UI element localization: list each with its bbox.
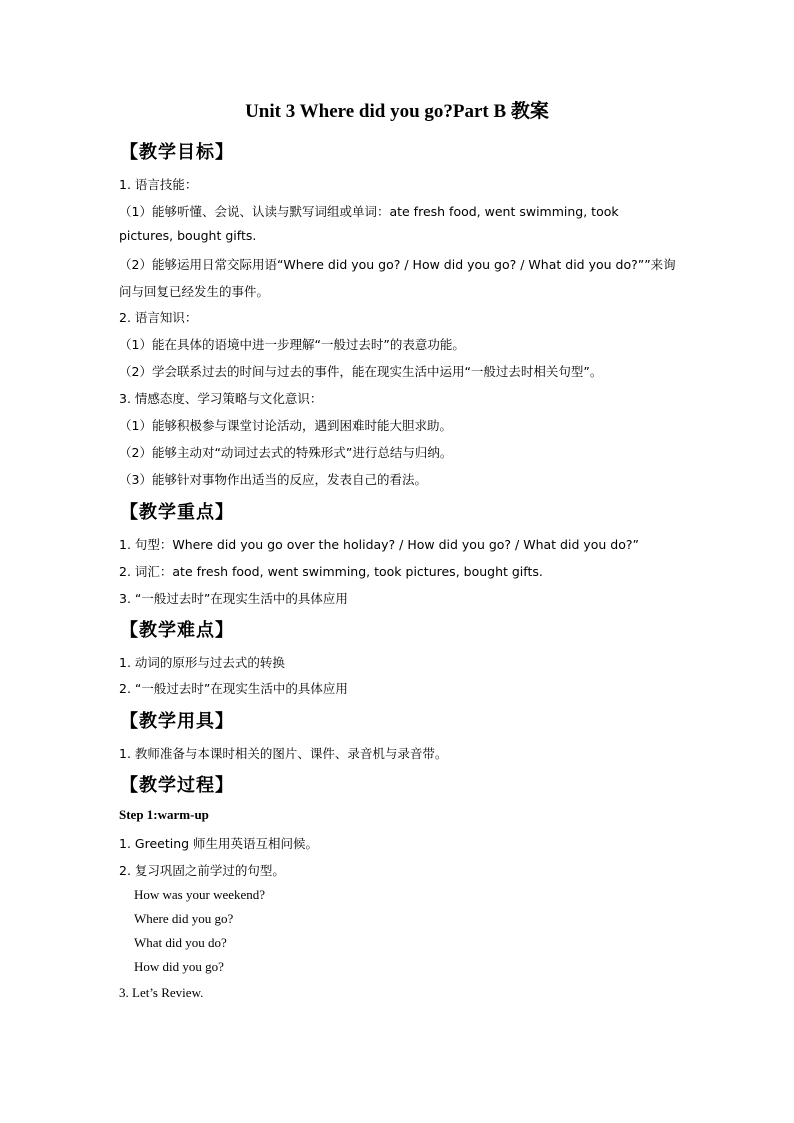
goals-line: （3）能够针对事物作出适当的反应，发表自己的看法。 (119, 472, 427, 487)
process-line: 1. Greeting 师生用英语互相问候。 (119, 836, 319, 851)
section-heading-tools: 【教学用具】 (120, 711, 234, 732)
goals-line: （2）学会联系过去的时间与过去的事件，能在现实生活中运用“一般过去时相关句型”。 (119, 364, 603, 379)
tools-line: 1. 教师准备与本课时相关的图片、课件、录音机与录音带。 (119, 746, 448, 761)
review-question: What did you do? (134, 935, 227, 950)
goals-line: （1）能够积极参与课堂讨论活动，遇到困难时能大胆求助。 (119, 418, 452, 433)
step-heading: Step 1:warm-up (119, 807, 209, 822)
goals-line: 1. 语言技能： (119, 177, 198, 192)
review-question: Where did you go? (134, 911, 234, 926)
process-line-review: 3. Let’s Review. (119, 985, 204, 1000)
section-heading-keypoints: 【教学重点】 (120, 502, 234, 523)
goals-line: （2）能够运用日常交际用语“Where did you go? / How did you go? / What did you do?””来询 (119, 257, 676, 272)
goals-line: pictures, bought gifts. (119, 228, 257, 243)
goals-line: （1）能在具体的语境中进一步理解“一般过去时”的表意功能。 (119, 337, 465, 352)
document-title: Unit 3 Where did you go?Part B 教案 (245, 101, 549, 122)
goals-line: （2）能够主动对“动词过去式的特殊形式”进行总结与归纳。 (119, 445, 453, 460)
difficulties-line: 1. 动词的原形与过去式的转换 (119, 655, 285, 670)
review-question: How was your weekend? (134, 887, 266, 902)
section-heading-difficulties: 【教学难点】 (120, 620, 234, 641)
goals-line: 问与回复已经发生的事件。 (119, 284, 270, 299)
section-heading-goals: 【教学目标】 (120, 142, 234, 163)
goals-line: （1）能够听懂、会说、认读与默写词组或单词：ate fresh food, went swimming, took (119, 204, 619, 219)
process-line: 2. 复习巩固之前学过的句型。 (119, 863, 285, 878)
keypoints-line: 3. “一般过去时”在现实生活中的具体应用 (119, 591, 348, 606)
keypoints-line: 2. 词汇：ate fresh food, went swimming, took pictures, bought gifts. (119, 564, 543, 579)
goals-line: 2. 语言知识： (119, 310, 198, 325)
keypoints-line: 1. 句型：Where did you go over the holiday? / How did you go? / What did you do?” (119, 537, 639, 552)
goals-line: 3. 情感态度、学习策略与文化意识： (119, 391, 323, 406)
section-heading-process: 【教学过程】 (120, 775, 234, 796)
review-question: How did you go? (134, 959, 224, 974)
difficulties-line: 2. “一般过去时”在现实生活中的具体应用 (119, 681, 348, 696)
